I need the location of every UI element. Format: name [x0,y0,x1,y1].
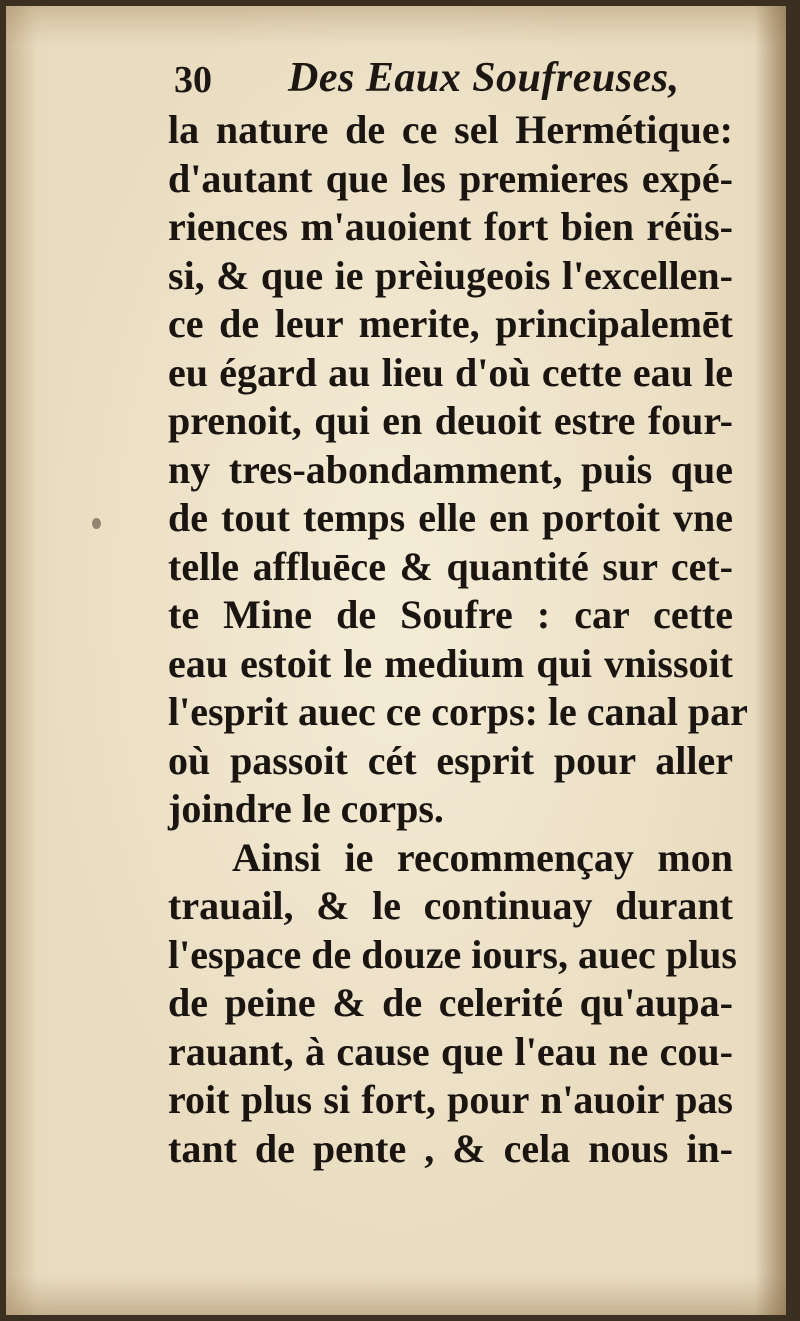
running-title: Des Eaux Soufreuses, [288,55,680,101]
text-line: prenoit, qui en deuoit estre four- [168,398,733,443]
paragraph-1 [168,106,748,834]
text-line: où passoit cét esprit pour aller [168,737,733,783]
text-line: eau estoit le medium qui vnissoit [168,640,733,686]
ink-blot [92,518,101,529]
paragraph-2 [168,834,737,1174]
text-line: de tout temps elle en portoit vne [168,495,733,540]
text-line: eu égard au lieu d'où cette eau le [168,349,733,395]
text-line: ce de leur merite, principalemēt [168,301,733,346]
body-text [168,106,748,1173]
text-line: Ainsi ie recommençay mon [232,834,733,880]
page-edge-shading [756,6,786,1315]
text-line: de peine & de celerité qu'aupa- [168,980,733,1025]
text-line: tant de pente , & cela nous in- [168,1125,733,1171]
text-line: si, & que ie prèiugeois l'excellen- [168,252,733,298]
text-line: joindre le corps. [168,786,444,831]
text-line: l'espace de douze iours, auec plus [168,931,737,977]
text-line: te Mine de Soufre : car cette [168,592,733,637]
text-line: l'esprit auec ce corps: le canal par [168,689,748,734]
text-line: ny tres-abondamment, puis que [168,446,733,492]
book-page [6,6,786,1315]
text-line: d'autant que les premieres expé- [168,155,733,201]
page-header [168,52,728,112]
text-line: telle affluēce & quantité sur cet- [168,543,733,589]
text-line: rauant, à cause que l'eau ne cou- [168,1028,733,1074]
page-number: 30 [174,59,212,101]
text-line: la nature de ce sel Hermétique: [168,107,733,152]
text-line: trauail, & le continuay durant [168,883,733,928]
text-line: roit plus si fort, pour n'auoir pas [168,1077,733,1122]
text-line: riences m'auoient fort bien réüs- [168,204,733,249]
